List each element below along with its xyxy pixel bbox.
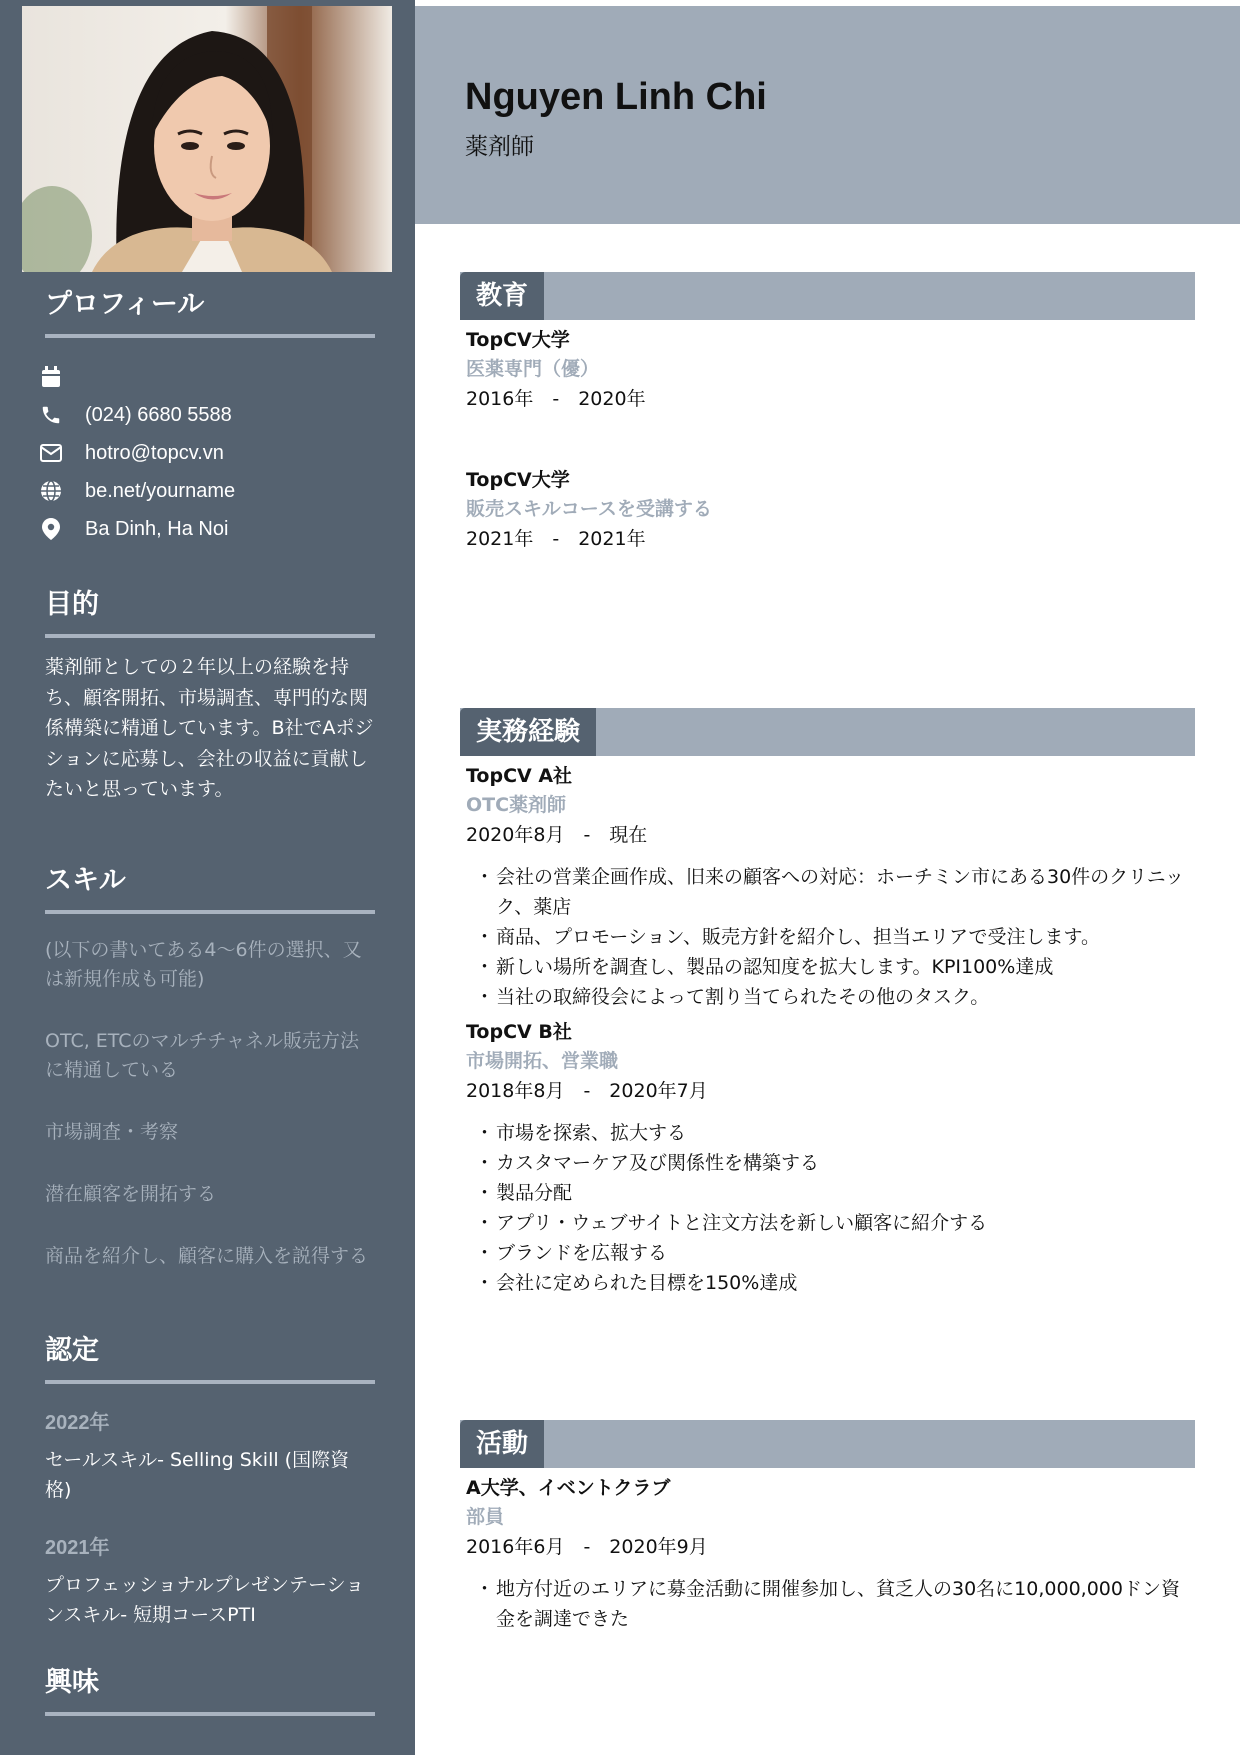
skill-item: OTC, ETCのマルチチャネル販売方法に精通している <box>45 1030 359 1081</box>
email-value: hotro@topcv.vn <box>85 441 224 464</box>
activity-entry <box>466 1474 1195 1634</box>
email-row <box>45 434 375 472</box>
address-value: Ba Dinh, Ha Noi <box>85 517 229 540</box>
skill-item: 商品を紹介し、顧客に購入を説得する <box>45 1245 369 1267</box>
bullet-item: ・ 製品分配 <box>483 1178 1195 1208</box>
activities-section <box>460 1420 1195 1634</box>
entry-role: 医薬専門（優） <box>466 358 600 380</box>
entry-org: TopCV A社 <box>466 765 573 787</box>
profile-section <box>45 288 375 548</box>
entry-role: OTC薬剤師 <box>466 794 567 816</box>
website-row <box>45 472 375 510</box>
entry-date: 2016年6月 - 2020年9月 <box>466 1536 708 1558</box>
globe-icon <box>39 479 63 503</box>
education-title: 教育 <box>460 272 544 320</box>
skill-item: (以下の書いてある4～6件の選択、又は新規作成も可能) <box>45 939 362 990</box>
calendar-icon <box>39 365 63 389</box>
interests-title: 興味 <box>45 1667 99 1698</box>
bullet-item: ・ 地方付近のエリアに募金活動に開催参加し、貧乏人の30名に10,000,000ドン資金を調達できた <box>483 1574 1195 1634</box>
objective-divider <box>45 634 375 638</box>
candidate-role: 薬剤師 <box>465 134 534 160</box>
profile-title: プロフィール <box>45 289 205 320</box>
entry-date: 2016年 - 2020年 <box>466 388 646 410</box>
bullet-list <box>466 1574 1195 1634</box>
experience-entry <box>466 762 1195 1012</box>
entry-role: 市場開拓、営業職 <box>466 1050 619 1072</box>
phone-value: (024) 6680 5588 <box>85 403 232 426</box>
sidebar <box>0 0 415 1755</box>
cert-year: 2022年 <box>45 1412 110 1434</box>
bullet-item: ・ 新しい場所を調査し、製品の認知度を拡大します。KPI100%達成 <box>483 952 1195 982</box>
bullet-item: ・ 商品、プロモーション、販売方針を紹介し、担当エリアで受注します。 <box>483 922 1195 952</box>
experience-entry <box>466 1018 1195 1298</box>
bullet-item: ・ 市場を探索、拡大する <box>483 1118 1195 1148</box>
activities-title: 活動 <box>460 1420 544 1468</box>
phone-row <box>45 396 375 434</box>
activities-header-bar <box>460 1420 1195 1468</box>
mail-icon <box>39 441 63 465</box>
entry-org: TopCV大学 <box>466 329 570 351</box>
experience-title: 実務経験 <box>460 708 596 756</box>
experience-header-bar <box>460 708 1195 756</box>
profile-divider <box>45 334 375 338</box>
birthday-row <box>45 358 375 396</box>
education-entry <box>466 466 1195 554</box>
education-header-bar <box>460 272 1195 320</box>
bullet-item: ・ 会社に定められた目標を150%達成 <box>483 1268 1195 1298</box>
address-row <box>45 510 375 548</box>
objective-text: 薬剤師としての２年以上の経験を持ち、顧客開拓、市場調査、専門的な関係構築に精通しています。B社でAポジションに応募し、会社の収益に貢献したいと思っています。 <box>45 656 374 800</box>
bullet-item: ・ ブランドを広報する <box>483 1238 1195 1268</box>
objective-section <box>45 588 375 805</box>
certifications-title: 認定 <box>45 1335 99 1366</box>
cert-year: 2021年 <box>45 1537 110 1559</box>
skills-title: スキル <box>45 865 126 896</box>
skill-item: 市場調査・考察 <box>45 1121 179 1143</box>
entry-org: TopCV大学 <box>466 469 570 491</box>
entry-date: 2021年 - 2021年 <box>466 528 646 550</box>
entry-date: 2018年8月 - 2020年7月 <box>466 1080 708 1102</box>
skills-divider <box>45 910 375 914</box>
entry-role: 販売スキルコースを受講する <box>466 498 712 520</box>
profile-photo <box>22 6 392 272</box>
entry-org: A大学、イベントクラブ <box>466 1477 671 1499</box>
bullet-item: ・ 当社の取締役会によって割り当てられたその他のタスク。 <box>483 982 1195 1012</box>
certifications-section <box>45 1334 375 1656</box>
experience-section <box>460 708 1195 1298</box>
bullet-item: ・ カスタマーケア及び関係性を構築する <box>483 1148 1195 1178</box>
candidate-name: Nguyen Linh Chi <box>465 76 767 118</box>
certifications-divider <box>45 1380 375 1384</box>
entry-role: 部員 <box>466 1506 505 1528</box>
header-banner <box>415 6 1240 224</box>
entry-org: TopCV B社 <box>466 1021 572 1043</box>
entry-date: 2020年8月 - 現在 <box>466 824 648 846</box>
location-pin-icon <box>39 517 63 541</box>
bullet-item: ・ アプリ・ウェブサイトと注文方法を新しい顧客に紹介する <box>483 1208 1195 1238</box>
interests-section <box>45 1666 375 1716</box>
bullet-list <box>466 1118 1195 1298</box>
website-value: be.net/yourname <box>85 479 236 502</box>
education-entry <box>466 326 1195 414</box>
objective-title: 目的 <box>45 589 99 620</box>
phone-icon <box>39 403 63 427</box>
skill-item: 潜在顧客を開拓する <box>45 1183 217 1205</box>
education-section <box>460 272 1195 554</box>
cert-name: セールスキル- Selling Skill (国際資格) <box>45 1449 350 1501</box>
cert-name: プロフェッショナルプレゼンテーションスキル- 短期コースPTI <box>45 1574 365 1626</box>
bullet-item: ・ 会社の営業企画作成、旧来の顧客への対応：ホーチミン市にある30件のクリニック、薬店 <box>483 862 1195 922</box>
bullet-list <box>466 862 1195 1012</box>
interests-divider <box>45 1712 375 1716</box>
skills-section <box>45 864 375 1304</box>
